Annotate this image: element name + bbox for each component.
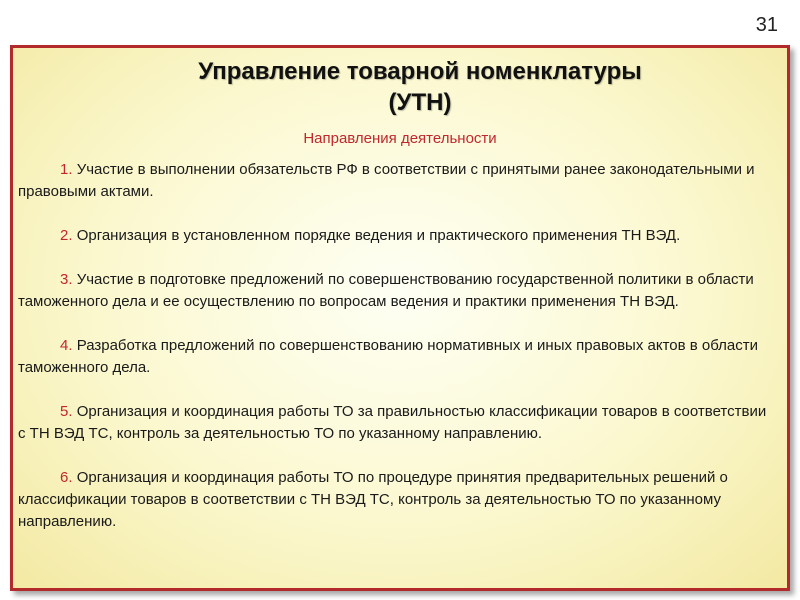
item-number: 4. [60,337,73,354]
slide-number: 31 [755,14,778,36]
list-item [18,467,777,533]
item-text: Организация и координация работы ТО по процедуре принятия предварительных решений о классификации товаров в соответствии с ТН ВЭД ТС, контроль за деятельностью ТО по указанному направлению. [18,469,728,530]
item-text: Организация и координация работы ТО за правильностью классификации товаров в соответствии с ТН ВЭД ТС, контроль за деятельностью ТО по указанному направлению. [18,403,767,442]
section-subtitle: Направления деятельности [303,130,497,147]
item-text: Участие в выполнении обязательств РФ в соответствии с принятыми ранее законодательными и правовыми актами. [18,161,755,200]
item-text: Участие в подготовке предложений по совершенствованию государственной политики в области таможенного дела и ее осуществлению по вопросам ведения и практики применения ТН ВЭД. [18,271,754,310]
item-number: 3. [60,271,73,288]
page-title [13,56,787,118]
content-panel [10,45,790,591]
item-number: 2. [60,227,73,244]
list-item [18,335,777,379]
item-text: Разработка предложений по совершенствованию нормативных и иных правовых актов в области таможенного дела. [18,337,759,376]
title-line-2: (УТН) [388,89,452,116]
list-item [18,401,777,445]
list-item [18,159,777,203]
item-number: 1. [60,161,73,178]
item-text: Организация в установленном порядке ведения и практического применения ТН ВЭД. [76,227,681,244]
item-number: 6. [60,469,73,486]
list-item [18,225,777,247]
list-item [18,269,777,313]
title-line-1: Управление товарной номенклатуры [198,58,642,85]
item-number: 5. [60,403,73,420]
activity-list [18,159,777,533]
